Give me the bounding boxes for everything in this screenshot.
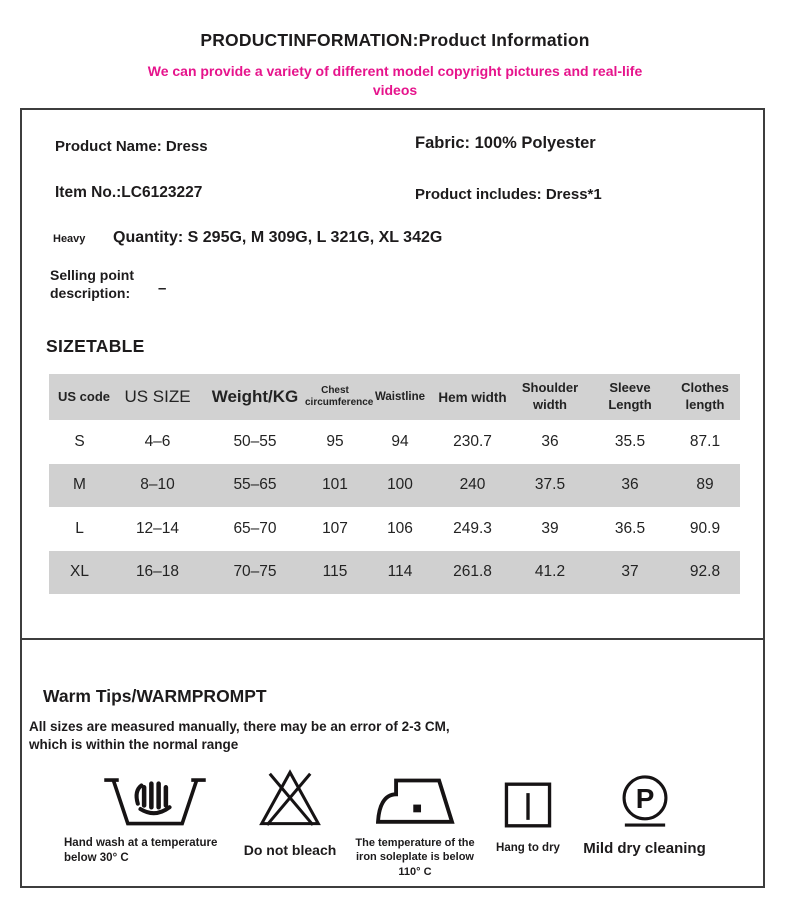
cell: 41.2 bbox=[534, 563, 566, 581]
cell: 101 bbox=[322, 476, 348, 494]
care-label: Hand wash at a temperature below 30° C bbox=[64, 837, 218, 864]
cell: 8–10 bbox=[140, 476, 175, 494]
table-row-s bbox=[49, 420, 740, 464]
table-row-l bbox=[49, 507, 740, 551]
cell: 230.7 bbox=[453, 432, 492, 450]
care-label: Hang to dry bbox=[496, 842, 560, 854]
quantity-info: Quantity: S 295G, M 309G, L 321G, XL 342G bbox=[113, 229, 443, 246]
col-header-waistline: Waistline bbox=[374, 391, 426, 403]
cell: 36 bbox=[621, 476, 639, 494]
cell: 261.8 bbox=[453, 563, 492, 581]
size-table-header-row bbox=[49, 374, 740, 420]
cell: S bbox=[74, 432, 85, 450]
mild-dry-cleaning-icon bbox=[614, 765, 676, 829]
cell: 90.9 bbox=[689, 519, 721, 537]
cell: 92.8 bbox=[689, 563, 721, 581]
do-not-bleach-icon bbox=[252, 765, 328, 829]
care-item-do-not-bleach bbox=[240, 765, 340, 859]
iron-low-temp-icon bbox=[372, 765, 458, 829]
selling-point-label: Selling point description: bbox=[50, 267, 134, 302]
care-item-mild-dry-cleaning bbox=[572, 765, 717, 859]
care-instructions-row bbox=[22, 765, 763, 885]
col-header-us-size: US SIZE bbox=[124, 387, 191, 406]
cell: XL bbox=[70, 563, 89, 581]
fabric-info: Fabric: 100% Polyester bbox=[415, 134, 596, 152]
cell: 106 bbox=[387, 519, 413, 537]
section-divider bbox=[22, 638, 763, 640]
svg-text:P: P bbox=[635, 782, 654, 814]
cell: 94 bbox=[391, 432, 409, 450]
col-header-clothes-length: Clothes length bbox=[681, 380, 729, 412]
table-row-xl bbox=[49, 551, 740, 595]
size-table-heading: SIZETABLE bbox=[46, 336, 145, 356]
col-header-hem-width: Hem width bbox=[438, 389, 507, 405]
cell: 65–70 bbox=[233, 519, 277, 537]
cell: L bbox=[75, 519, 84, 537]
table-row-m bbox=[49, 464, 740, 508]
col-header-shoulder-width: Shoulder width bbox=[521, 380, 579, 412]
cell: 36.5 bbox=[614, 519, 646, 537]
care-label: Mild dry cleaning bbox=[583, 840, 706, 857]
product-info-box bbox=[20, 108, 765, 888]
col-header-us-code: US code bbox=[58, 389, 111, 405]
cell: 240 bbox=[459, 476, 486, 494]
care-label: The temperature of the iron soleplate is below 110° C bbox=[355, 837, 475, 878]
cell: 114 bbox=[387, 563, 413, 581]
cell: 95 bbox=[326, 432, 344, 450]
col-header-sleeve-length: Sleeve Length bbox=[608, 380, 652, 412]
cell: 37 bbox=[621, 563, 639, 581]
cell: M bbox=[73, 476, 86, 494]
cell: 87.1 bbox=[689, 432, 721, 450]
cell: 89 bbox=[696, 476, 714, 494]
warm-tips-heading: Warm Tips/WARMPROMPT bbox=[43, 686, 267, 706]
hand-wash-icon bbox=[99, 765, 211, 829]
cell: 35.5 bbox=[614, 432, 646, 450]
cell: 115 bbox=[322, 563, 348, 581]
cell: 107 bbox=[322, 519, 348, 537]
cell: 4–6 bbox=[144, 432, 171, 450]
cell: 16–18 bbox=[135, 563, 180, 581]
cell: 50–55 bbox=[233, 432, 277, 450]
cell: 39 bbox=[541, 519, 559, 537]
care-item-hand-wash bbox=[60, 765, 250, 866]
col-header-chest: Chest circumference bbox=[305, 384, 374, 408]
warm-tips-body: All sizes are measured manually, there may be an error of 2-3 CM, which is within the normal range bbox=[29, 719, 450, 752]
hang-to-dry-icon bbox=[502, 765, 554, 829]
cell: 12–14 bbox=[135, 519, 180, 537]
page-subtitle: We can provide a variety of different model copyright pictures and real-life videos bbox=[147, 63, 643, 98]
product-includes: Product includes: Dress*1 bbox=[415, 186, 602, 203]
cell: 70–75 bbox=[233, 563, 277, 581]
item-number: Item No.:LC6123227 bbox=[55, 184, 203, 201]
selling-point-value: – bbox=[158, 280, 167, 297]
size-table bbox=[49, 374, 740, 594]
care-item-iron-low bbox=[345, 765, 485, 879]
cell: 100 bbox=[387, 476, 413, 494]
product-name: Product Name: Dress bbox=[55, 138, 208, 155]
cell: 55–65 bbox=[233, 476, 277, 494]
cell: 249.3 bbox=[453, 519, 492, 537]
page-title: PRODUCTINFORMATION:Product Information bbox=[200, 30, 590, 50]
care-item-hang-to-dry bbox=[488, 765, 568, 856]
col-header-weight: Weight/KG bbox=[211, 387, 299, 406]
care-label: Do not bleach bbox=[243, 842, 337, 858]
weight-class-label: Heavy bbox=[53, 233, 86, 245]
cell: 36 bbox=[541, 432, 559, 450]
cell: 37.5 bbox=[534, 476, 566, 494]
